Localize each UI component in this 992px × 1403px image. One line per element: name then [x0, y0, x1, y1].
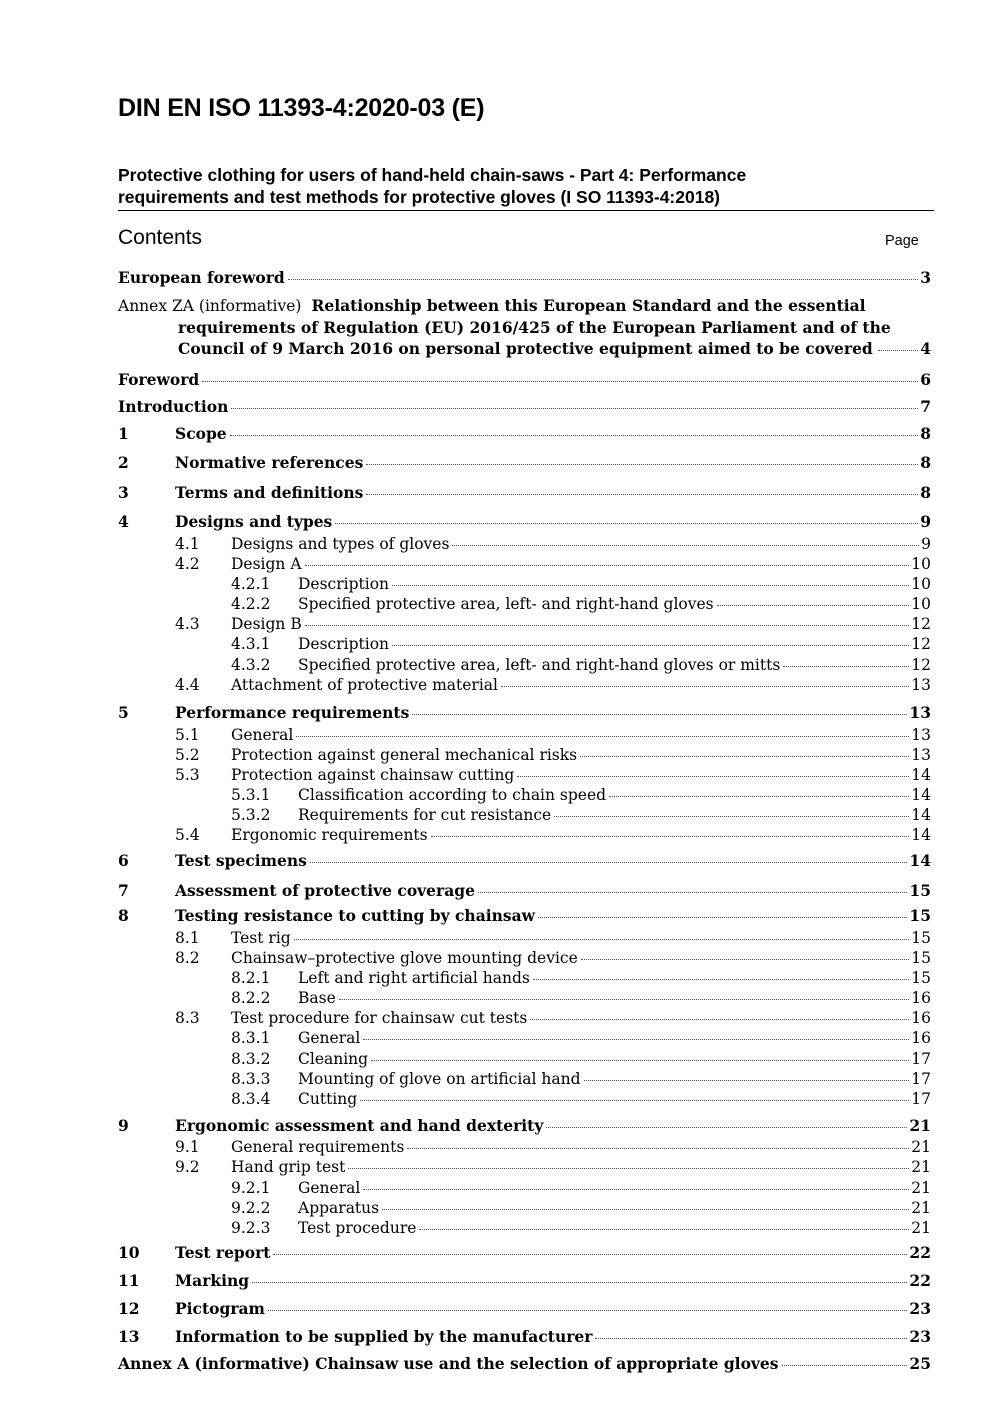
toc-entry-title: Introduction	[118, 397, 229, 416]
annex-za-prefix: Annex ZA (informative)	[118, 297, 302, 315]
toc-entry-page: 25	[909, 1354, 931, 1373]
toc-entry-page: 13	[911, 676, 931, 694]
toc-leader	[366, 494, 918, 495]
toc-entry-number: 1	[118, 424, 129, 443]
toc-entry[interactable]	[175, 675, 931, 695]
toc-entry-page: 8	[920, 453, 931, 472]
toc-entry-page: 7	[920, 397, 931, 416]
toc-entry-title: Foreword	[118, 370, 200, 389]
toc-entry[interactable]	[175, 1137, 931, 1157]
toc-entry-page: 15	[909, 906, 931, 925]
toc-leader	[501, 686, 909, 687]
toc-entry-page: 17	[911, 1070, 931, 1088]
toc-entry[interactable]	[231, 1069, 931, 1089]
toc-entry-title: Annex A (informative) Chainsaw use and the selection of appropriate gloves	[118, 1354, 779, 1373]
toc-entry[interactable]	[231, 1218, 931, 1238]
toc-entry-page: 21	[911, 1179, 931, 1197]
toc-entry-number: 9.2	[175, 1158, 200, 1176]
toc-entry[interactable]	[118, 881, 931, 901]
toc-entry-page: 21	[909, 1116, 931, 1135]
toc-entry[interactable]	[231, 968, 931, 988]
page-column-heading: Page	[885, 233, 919, 249]
toc-leader	[348, 1168, 909, 1169]
toc-leader	[296, 736, 909, 737]
toc-entry-number: 8.3.2	[231, 1050, 271, 1068]
toc-entry[interactable]	[175, 614, 931, 634]
toc-entry[interactable]	[118, 483, 931, 503]
toc-entry-page: 12	[911, 615, 931, 633]
toc-entry[interactable]	[118, 1271, 931, 1291]
toc-entry-page: 17	[911, 1050, 931, 1068]
toc-entry-page: 15	[911, 949, 931, 967]
document-title: DIN EN ISO 11393-4:2020-03 (E)	[118, 94, 485, 122]
toc-entry-number: 5.1	[175, 726, 200, 744]
toc-entry[interactable]	[118, 1327, 931, 1347]
toc-entry-page: 16	[911, 1009, 931, 1027]
toc-entry-page: 23	[909, 1327, 931, 1346]
toc-entry-page: 21	[911, 1158, 931, 1176]
toc-entry-title: Ergonomic assessment and hand dexterity	[175, 1116, 544, 1135]
toc-entry-number: 6	[118, 851, 129, 870]
toc-entry-number: 4.2.2	[231, 595, 271, 613]
subtitle-line-2: requirements and test methods for protective gloves (I SO 11393-4:2018)	[118, 187, 721, 207]
toc-entry-title: Testing resistance to cutting by chainsaw	[175, 906, 536, 925]
toc-entry-title: Terms and definitions	[175, 483, 364, 502]
toc-entry-title: Protection against chainsaw cutting	[231, 766, 515, 784]
toc-entry-number: 9.2.3	[231, 1219, 271, 1237]
toc-entry-title: Description	[298, 635, 390, 653]
toc-leader	[419, 1229, 909, 1230]
toc-entry-title: Test report	[175, 1243, 271, 1262]
toc-entry-title: Scope	[175, 424, 227, 443]
toc-entry-page: 10	[911, 555, 931, 573]
toc-entry-number: 4.3.1	[231, 635, 271, 653]
toc-entry-number: 8.3.4	[231, 1090, 271, 1108]
toc-entry-page: 17	[911, 1090, 931, 1108]
toc-entry-page: 10	[911, 575, 931, 593]
toc-entry[interactable]	[118, 1243, 931, 1263]
toc-leader	[782, 1365, 908, 1366]
toc-leader	[231, 408, 918, 409]
toc-entry-page: 21	[911, 1219, 931, 1237]
toc-leader	[407, 1148, 909, 1149]
toc-leader	[310, 862, 908, 863]
toc-entry[interactable]	[175, 765, 931, 785]
toc-entry[interactable]	[231, 634, 931, 654]
toc-entry[interactable]	[231, 594, 931, 614]
toc-entry-number: 4.3	[175, 615, 200, 633]
toc-entry[interactable]	[231, 655, 931, 675]
toc-entry-page: 15	[911, 969, 931, 987]
toc-entry-title: Apparatus	[298, 1199, 380, 1217]
toc-entry-number: 5.2	[175, 746, 200, 764]
toc-leader	[294, 939, 910, 940]
annex-za-title-line-3: Council of 9 March 2016 on personal protective equipment aimed to be covered	[178, 339, 873, 358]
toc-entry-number: 9.2.2	[231, 1199, 271, 1217]
toc-leader	[363, 1189, 909, 1190]
toc-leader	[202, 381, 918, 382]
toc-entry[interactable]	[175, 554, 931, 574]
toc-entry-page: 22	[909, 1271, 931, 1290]
toc-entry-title: Base	[298, 989, 336, 1007]
toc-entry-page: 23	[909, 1299, 931, 1318]
toc-entry-number: 8	[118, 906, 129, 925]
toc-entry-number: 8.3.1	[231, 1029, 271, 1047]
toc-entry-number: 12	[118, 1299, 140, 1318]
toc-entry-number: 5.4	[175, 826, 200, 844]
toc-entry-title: European foreword	[118, 268, 285, 287]
toc-entry-title: Designs and types of gloves	[231, 535, 450, 553]
toc-leader	[366, 464, 918, 465]
toc-leader	[273, 1254, 907, 1255]
toc-entry-page: 14	[911, 766, 931, 784]
toc-entry[interactable]	[175, 725, 931, 745]
toc-entry-page: 15	[911, 929, 931, 947]
toc-leader	[584, 1080, 910, 1081]
toc-entry-number: 13	[118, 1327, 140, 1346]
toc-leader	[554, 816, 909, 817]
toc-leader	[717, 605, 910, 606]
toc-leader	[371, 1060, 909, 1061]
annex-za-title-line-2: requirements of Regulation (EU) 2016/425 of the European Parliament and of the	[178, 317, 891, 337]
title-divider	[118, 210, 934, 211]
toc-entry-number: 8.2.1	[231, 969, 271, 987]
toc-entry-number: 5.3.2	[231, 806, 271, 824]
toc-entry[interactable]	[118, 851, 931, 871]
toc-entry-number: 4.4	[175, 676, 200, 694]
toc-entry-title: Chainsaw–protective glove mounting device	[231, 949, 578, 967]
toc-entry-number: 11	[118, 1271, 140, 1290]
toc-entry-annex-za[interactable]	[118, 295, 931, 360]
contents-heading: Contents	[118, 226, 203, 249]
toc-entry-title: Protection against general mechanical risks	[231, 746, 578, 764]
toc-entry-page: 16	[911, 989, 931, 1007]
toc-leader	[412, 714, 907, 715]
toc-entry-page: 15	[909, 881, 931, 900]
toc-entry-page: 21	[911, 1138, 931, 1156]
toc-entry[interactable]	[175, 1157, 931, 1177]
toc-entry-title: Requirements for cut resistance	[298, 806, 552, 824]
toc-entry-number: 4	[118, 512, 129, 531]
toc-entry-page: 13	[911, 726, 931, 744]
toc-leader	[581, 959, 909, 960]
toc-entry-page: 13	[909, 703, 931, 722]
toc-entry-number: 8.1	[175, 929, 200, 947]
toc-entry-title: Test procedure	[298, 1219, 417, 1237]
toc-leader	[517, 776, 909, 777]
toc-entry-page: 14	[909, 851, 931, 870]
toc-entry-page: 16	[911, 1029, 931, 1047]
toc-entry-number: 5.3	[175, 766, 200, 784]
toc-entry[interactable]	[118, 268, 931, 288]
toc-entry-title: General requirements	[231, 1138, 405, 1156]
toc-entry[interactable]	[118, 370, 931, 390]
toc-leader	[609, 796, 909, 797]
toc-entry-number: 7	[118, 881, 129, 900]
document-subtitle	[118, 164, 934, 208]
toc-entry-page: 6	[920, 370, 931, 389]
toc-leader	[382, 1209, 909, 1210]
toc-entry[interactable]	[231, 1178, 931, 1198]
toc-entry-title: Assessment of protective coverage	[175, 881, 475, 900]
toc-entry-title: Cleaning	[298, 1050, 369, 1068]
toc-entry-number: 4.2	[175, 555, 200, 573]
toc-entry[interactable]	[175, 745, 931, 765]
toc-leader	[230, 435, 919, 436]
toc-entry-title: Design A	[231, 555, 302, 573]
toc-entry-page: 13	[911, 746, 931, 764]
toc-entry-number: 9.1	[175, 1138, 200, 1156]
toc-entry-number: 3	[118, 483, 129, 502]
toc-entry-number: 2	[118, 453, 129, 472]
toc-entry-page: 8	[920, 424, 931, 443]
toc-entry-title: General	[231, 726, 294, 744]
toc-entry-number: 10	[118, 1243, 140, 1262]
toc-entry-page: 10	[911, 595, 931, 613]
toc-leader	[783, 666, 909, 667]
toc-entry-number: 8.3.3	[231, 1070, 271, 1088]
toc-entry[interactable]	[118, 424, 931, 444]
toc-entry[interactable]	[231, 988, 931, 1008]
toc-entry-page: 3	[920, 268, 931, 287]
toc-leader	[538, 917, 907, 918]
toc-entry-title: Mounting of glove on artificial hand	[298, 1070, 581, 1088]
toc-entry[interactable]	[118, 397, 931, 417]
toc-entry[interactable]	[231, 1028, 931, 1048]
toc-leader	[452, 545, 919, 546]
toc-entry[interactable]	[118, 1299, 931, 1319]
toc-entry-number: 4.3.2	[231, 656, 271, 674]
toc-entry-page: 22	[909, 1243, 931, 1262]
toc-entry[interactable]	[175, 948, 931, 968]
toc-entry-title: Marking	[175, 1271, 250, 1290]
toc-entry-title: Designs and types	[175, 512, 333, 531]
toc-entry-title: Design B	[231, 615, 302, 633]
toc-entry[interactable]	[118, 703, 931, 723]
toc-entry[interactable]	[118, 1116, 931, 1136]
toc-entry-page: 9	[921, 535, 931, 553]
toc-entry-page: 12	[911, 656, 931, 674]
toc-leader	[268, 1310, 907, 1311]
toc-entry-page: 14	[911, 786, 931, 804]
toc-leader	[305, 625, 910, 626]
toc-entry[interactable]	[175, 825, 931, 845]
toc-leader	[360, 1100, 909, 1101]
toc-entry-number: 8.2.2	[231, 989, 271, 1007]
toc-entry-title: Specified protective area, left- and right-hand gloves or mitts	[298, 656, 781, 674]
toc-entry-title: Ergonomic requirements	[231, 826, 428, 844]
toc-entry-number: 9.2.1	[231, 1179, 271, 1197]
toc-entry[interactable]	[118, 1354, 931, 1374]
toc-leader	[478, 892, 907, 893]
annex-za-page: 4	[920, 339, 931, 358]
toc-entry-number: 4.1	[175, 535, 200, 553]
toc-leader	[339, 999, 910, 1000]
toc-entry-title: Description	[298, 575, 390, 593]
toc-entry-page: 8	[920, 483, 931, 502]
toc-entry-title: Test procedure for chainsaw cut tests	[231, 1009, 528, 1027]
toc-entry[interactable]	[175, 534, 931, 554]
toc-entry-title: Left and right artificial hands	[298, 969, 530, 987]
toc-leader	[392, 645, 909, 646]
subtitle-line-1: Protective clothing for users of hand-held chain-saws - Part 4: Performance	[118, 165, 747, 185]
toc-entry[interactable]	[231, 1089, 931, 1109]
toc-leader	[533, 979, 909, 980]
toc-entry[interactable]	[231, 1049, 931, 1069]
toc-entry[interactable]	[175, 928, 931, 948]
toc-entry-title: Attachment of protective material	[231, 676, 498, 694]
toc-leader	[252, 1282, 907, 1283]
toc-entry-title: Information to be supplied by the manufacturer	[175, 1327, 593, 1346]
toc-entry-title: Performance requirements	[175, 703, 410, 722]
toc-leader	[363, 1039, 909, 1040]
toc-leader	[335, 523, 918, 524]
toc-entry-title: Classification according to chain speed	[298, 786, 607, 804]
toc-entry-page: 12	[911, 635, 931, 653]
toc-entry[interactable]	[118, 453, 931, 473]
toc-entry-number: 8.2	[175, 949, 200, 967]
toc-entry-number: 5	[118, 703, 129, 722]
toc-entry-title: Normative references	[175, 453, 364, 472]
toc-entry-page: 14	[911, 826, 931, 844]
toc-entry-title: Pictogram	[175, 1299, 265, 1318]
toc-leader	[546, 1127, 907, 1128]
toc-entry-page: 9	[920, 512, 931, 531]
toc-entry-number: 4.2.1	[231, 575, 271, 593]
toc-entry[interactable]	[231, 574, 931, 594]
toc-entry-title: Hand grip test	[231, 1158, 346, 1176]
toc-entry[interactable]	[231, 1198, 931, 1218]
toc-entry-title: General	[298, 1029, 361, 1047]
toc-leader	[580, 756, 909, 757]
toc-leader	[530, 1019, 909, 1020]
toc-leader	[305, 565, 910, 566]
toc-entry[interactable]	[175, 1008, 931, 1028]
toc-leader	[288, 279, 918, 280]
toc-entry-title: Specified protective area, left- and right-hand gloves	[298, 595, 714, 613]
toc-entry[interactable]	[118, 512, 931, 532]
toc-entry-title: Cutting	[298, 1090, 358, 1108]
toc-entry[interactable]	[231, 805, 931, 825]
toc-leader	[878, 350, 918, 351]
toc-leader	[431, 836, 910, 837]
toc-entry[interactable]	[231, 785, 931, 805]
toc-leader	[595, 1338, 907, 1339]
toc-entry-title: Test specimens	[175, 851, 307, 870]
annex-za-title-line-1: Relationship between this European Standard and the essential	[311, 296, 866, 315]
toc-entry-number: 5.3.1	[231, 786, 271, 804]
toc-entry-page: 21	[911, 1199, 931, 1217]
toc-entry-number: 9	[118, 1116, 129, 1135]
toc-leader	[392, 585, 909, 586]
toc-entry-page: 14	[911, 806, 931, 824]
toc-entry-number: 8.3	[175, 1009, 200, 1027]
toc-entry-title: Test rig	[231, 929, 291, 947]
toc-entry-title: General	[298, 1179, 361, 1197]
toc-entry[interactable]	[118, 906, 931, 926]
